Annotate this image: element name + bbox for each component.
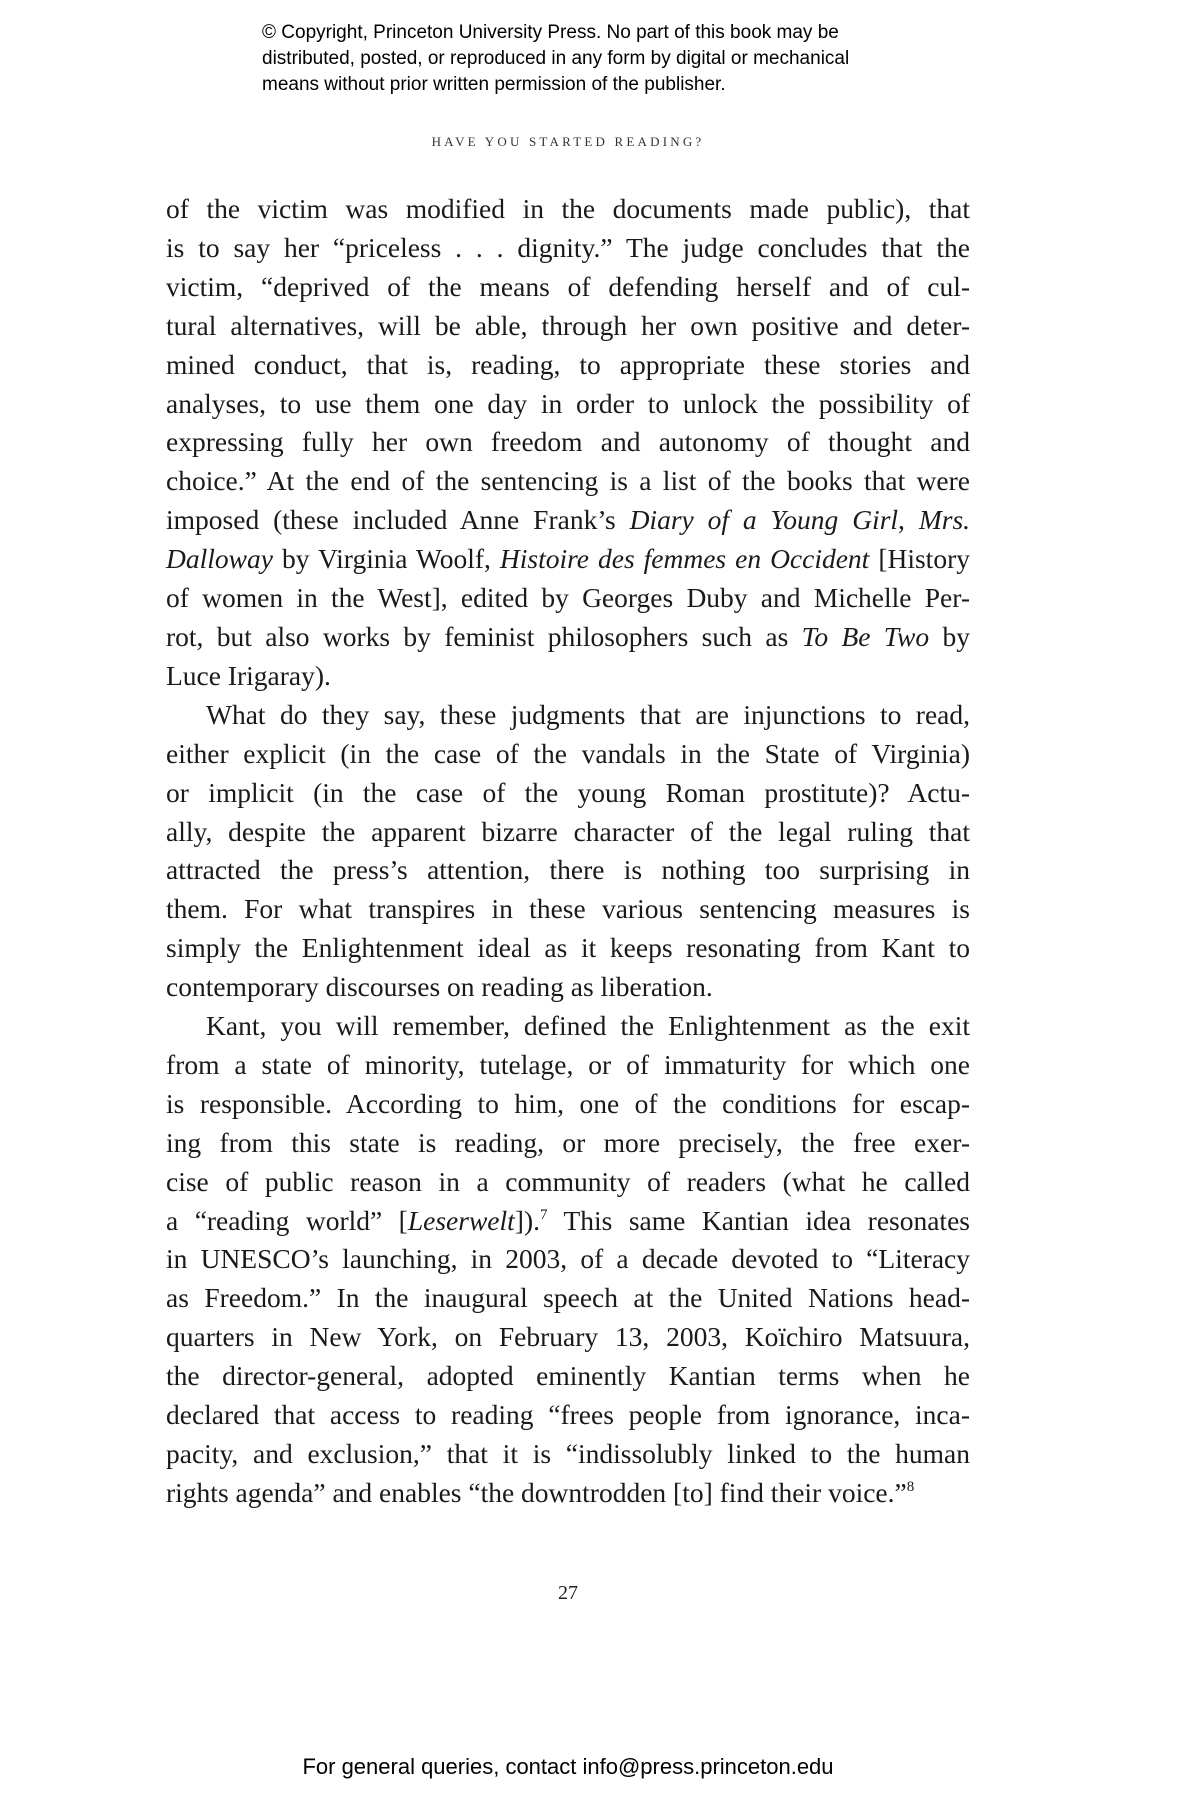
- text-line: as Freedom.” In the inaugural speech at the United Nations head-: [166, 1282, 970, 1314]
- text-line: tural alternatives, will be able, through her own positive and deter-: [166, 309, 970, 341]
- text-run: rot, but also works by feminist philosophers such as: [166, 620, 802, 652]
- book-title: Diary of a Young Girl: [629, 504, 899, 536]
- text-line: mined conduct, that is, reading, to appropriate these stories and: [166, 348, 970, 380]
- text-run: ]).: [514, 1204, 540, 1236]
- text-line: choice.” At the end of the sentencing is a list of the books that were: [166, 465, 970, 497]
- text-line: is responsible. According to him, one of the conditions for escap-: [166, 1087, 970, 1119]
- text-run: by Virginia Woolf,: [272, 543, 500, 575]
- text-line: or implicit (in the case of the young Roman prostitute)? Actu-: [166, 776, 970, 808]
- text-line: is to say her “priceless . . . dignity.” The judge concludes that the: [166, 231, 970, 263]
- footnote-marker: 8: [906, 1478, 915, 1495]
- text-line: contemporary discourses on reading as liberation.: [166, 971, 713, 1003]
- text-line: Kant, you will remember, defined the Enlightenment as the exit: [206, 1010, 970, 1042]
- book-title: Dalloway: [166, 543, 273, 575]
- copyright-line: distributed, posted, or reproduced in any form by digital or mechanical: [262, 48, 850, 69]
- text-line: [166, 501, 970, 540]
- text-run: a “reading world” [: [166, 1204, 408, 1236]
- contact-footer: For general queries, contact info@press.princeton.edu: [302, 1754, 834, 1779]
- text-line: of women in the West], edited by Georges Duby and Michelle Per-: [166, 582, 970, 614]
- text-line: of the victim was modified in the documents made public), that: [166, 193, 970, 224]
- text-line: [166, 1202, 970, 1241]
- text-run: by: [929, 620, 970, 652]
- text-line: victim, “deprived of the means of defending herself and of cul-: [166, 270, 970, 302]
- copyright-line: © Copyright, Princeton University Press. No part of this book may be: [262, 22, 839, 43]
- text-line: ing from this state is reading, or more precisely, the free exer-: [166, 1126, 970, 1158]
- text-line: pacity, and exclusion,” that it is “indissolubly linked to the human: [166, 1438, 970, 1469]
- text-line: declared that access to reading “frees people from ignorance, inca-: [166, 1399, 970, 1431]
- text-run: rights agenda” and enables “the downtrodden [to] find their voice.”: [166, 1476, 907, 1508]
- text-line: attracted the press’s attention, there is nothing too surprising in: [166, 854, 970, 886]
- text-run: This same Kantian idea resonates: [547, 1204, 970, 1236]
- text-line: [166, 540, 970, 579]
- text-line: either explicit (in the case of the vandals in the State of Virginia): [166, 737, 970, 769]
- text-line: [166, 1474, 970, 1513]
- text-line: cise of public reason in a community of readers (what he called: [166, 1165, 970, 1197]
- text-run: imposed (these included Anne Frank’s: [166, 504, 630, 536]
- text-run: [History: [869, 543, 970, 575]
- copyright-line: means without prior written permission of the publisher.: [262, 74, 726, 95]
- copyright-notice: [262, 20, 982, 98]
- body-text: [166, 190, 970, 1513]
- footnote-marker: 7: [540, 1206, 548, 1223]
- text-line: What do they say, these judgments that are injunctions to read,: [206, 698, 970, 730]
- text-line: simply the Enlightenment ideal as it keeps resonating from Kant to: [166, 932, 970, 964]
- text-line: analyses, to use them one day in order to unlock the possibility of: [166, 387, 970, 419]
- text-line: in UNESCO’s launching, in 2003, of a decade devoted to “Literacy: [166, 1243, 970, 1275]
- text-line: from a state of minority, tutelage, or of immaturity for which one: [166, 1048, 970, 1080]
- text-line: [166, 618, 970, 657]
- book-title: Histoire des femmes en Occident: [499, 543, 870, 575]
- text-line: quarters in New York, on February 13, 2003, Koïchiro Matsuura,: [166, 1321, 970, 1353]
- text-line: Luce Irigaray).: [166, 659, 331, 691]
- text-line: expressing fully her own freedom and autonomy of thought and: [166, 426, 970, 458]
- text-line: them. For what transpires in these various sentencing measures is: [166, 893, 970, 925]
- foreign-term: Leserwelt: [407, 1204, 515, 1236]
- text-run: ,: [898, 504, 919, 536]
- text-line: ally, despite the apparent bizarre character of the legal ruling that: [166, 815, 970, 847]
- running-head: HAVE YOU STARTED READING?: [431, 134, 705, 149]
- page-number: 27: [558, 1582, 578, 1604]
- text-line: the director-general, adopted eminently Kantian terms when he: [166, 1360, 970, 1392]
- book-title: To Be Two: [801, 620, 930, 652]
- book-title: Mrs.: [918, 504, 971, 536]
